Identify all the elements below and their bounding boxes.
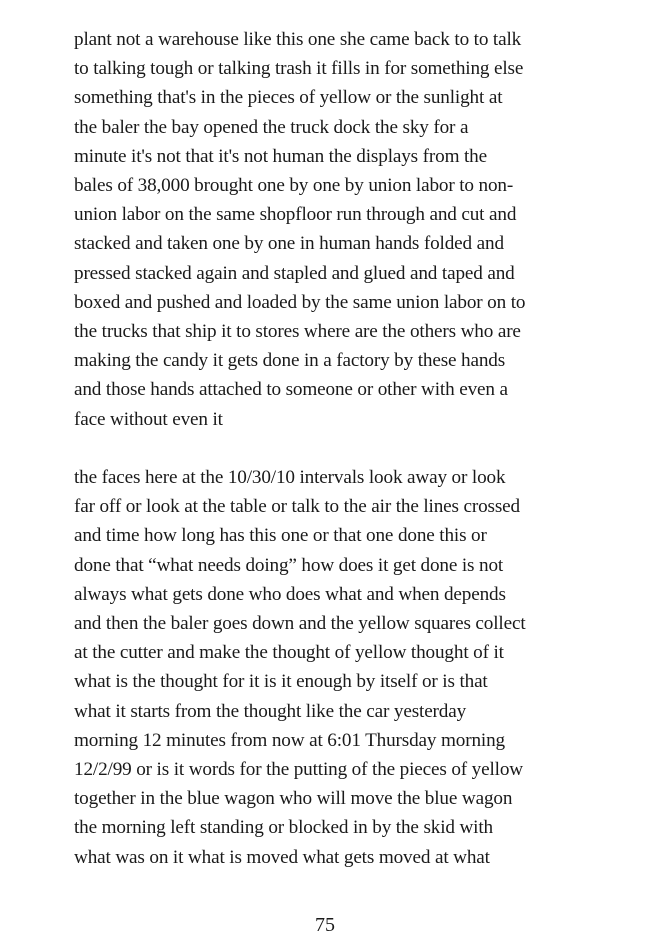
- text-line: something that's in the pieces of yellow or the sunlight at: [74, 87, 503, 109]
- text-line: and then the baler goes down and the yellow squares collect: [74, 613, 526, 635]
- page-number: 75: [315, 914, 335, 936]
- text-line: making the candy it gets done in a factory by these hands: [74, 350, 506, 372]
- text-line: stacked and taken one by one in human hands folded and: [74, 233, 504, 255]
- text-line: what is the thought for it is it enough by itself or is that: [74, 671, 488, 693]
- text-line: and time how long has this one or that one done this or: [74, 525, 487, 547]
- text-line: together in the blue wagon who will move the blue wagon: [74, 788, 513, 810]
- text-line: plant not a warehouse like this one she came back to to talk: [74, 29, 522, 50]
- text-line: done that “what needs doing” how does it get done is not: [74, 554, 504, 576]
- text-line: face without even it: [74, 408, 223, 430]
- text-line: always what gets done who does what and when depends: [74, 583, 506, 605]
- text-line: the morning left standing or blocked in by the skid with: [74, 817, 493, 839]
- text-line: the trucks that ship it to stores where are the others who are: [74, 321, 521, 343]
- text-line: boxed and pushed and loaded by the same union labor on to: [74, 291, 526, 313]
- text-line: morning 12 minutes from now at 6:01 Thursday morning: [74, 729, 505, 751]
- text-line: the faces here at the 10/30/10 intervals look away or look: [74, 467, 506, 489]
- text-line: pressed stacked again and stapled and glued and taped and: [74, 262, 515, 284]
- text-line: 12/2/99 or is it words for the putting of the pieces of yellow: [74, 759, 523, 781]
- text-line: minute it's not that it's not human the displays from the: [74, 145, 487, 167]
- text-line: far off or look at the table or talk to the air the lines crossed: [74, 496, 520, 518]
- page-body: [74, 25, 634, 872]
- text-line: what it starts from the thought like the car yesterday: [74, 700, 467, 722]
- text-line: at the cutter and make the thought of yellow thought of it: [74, 642, 504, 664]
- text-line: what was on it what is moved what gets moved at what: [74, 846, 490, 868]
- text-line: the baler the bay opened the truck dock the sky for a: [74, 116, 469, 138]
- paragraph-2: [74, 463, 634, 872]
- text-line: and those hands attached to someone or other with even a: [74, 379, 508, 401]
- text-line: bales of 38,000 brought one by one by union labor to non-: [74, 175, 514, 197]
- paragraph-1: [74, 25, 634, 434]
- text-line: union labor on the same shopfloor run through and cut and: [74, 204, 517, 226]
- text-line: to talking tough or talking trash it fills in for something else: [74, 58, 524, 80]
